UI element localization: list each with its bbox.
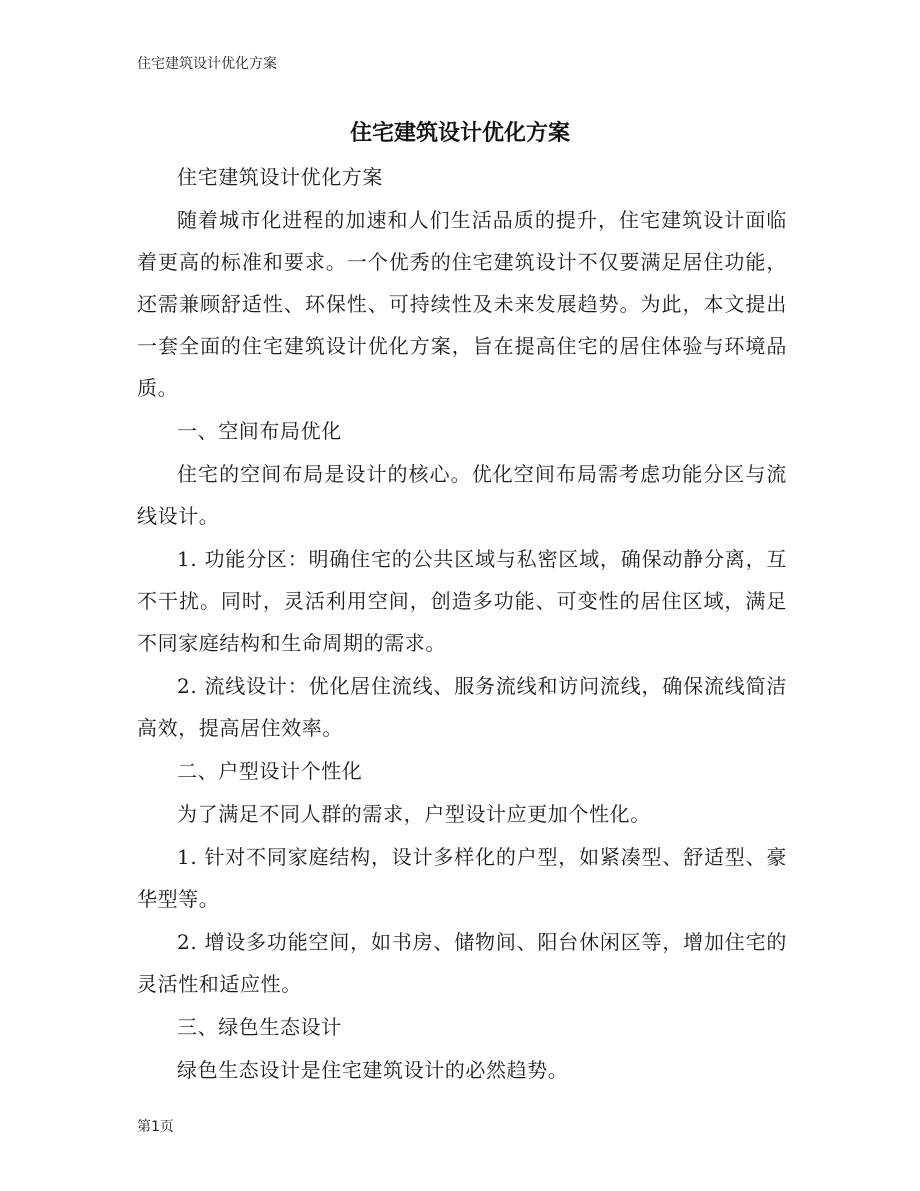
paragraph: 绿色生态设计是住宅建筑设计的必然趋势。 bbox=[177, 1058, 569, 1082]
list-item: 2. 流线设计：优化居住流线、服务流线和访问流线，确保流线简洁高效，提高居住效率。 bbox=[137, 674, 787, 740]
document-body bbox=[137, 156, 787, 1092]
document-title: 住宅建筑设计优化方案 bbox=[349, 121, 570, 146]
section-heading-3: 三、绿色生态设计 bbox=[177, 1015, 342, 1039]
paragraph-subtitle: 住宅建筑设计优化方案 bbox=[177, 165, 383, 189]
running-header: 住宅建筑设计优化方案 bbox=[137, 56, 277, 72]
list-item: 1. 功能分区：明确住宅的公共区域与私密区域，确保动静分离，互不干扰。同时，灵活利用空间，创造多功能、可变性的居住区域，满足不同家庭结构和生命周期的需求。 bbox=[137, 547, 787, 655]
page-number: 第1页 bbox=[137, 1119, 174, 1135]
list-item: 2. 增设多功能空间，如书房、储物间、阳台休闲区等，增加住宅的灵活性和适应性。 bbox=[137, 930, 787, 996]
paragraph: 住宅的空间布局是设计的核心。优化空间布局需考虑功能分区与流线设计。 bbox=[137, 462, 787, 528]
section-heading-1: 一、空间布局优化 bbox=[177, 419, 342, 443]
paragraph: 为了满足不同人群的需求，户型设计应更加个性化。 bbox=[177, 802, 651, 826]
paragraph-intro: 随着城市化进程的加速和人们生活品质的提升，住宅建筑设计面临着更高的标准和要求。一个优秀的住宅建筑设计不仅要满足居住功能，还需兼顾舒适性、环保性、可持续性及未来发展趋势。为此，本文提出一套全面的住宅建筑设计优化方案，旨在提高住宅的居住体验与环境品质。 bbox=[137, 208, 787, 400]
list-item: 1. 针对不同家庭结构，设计多样化的户型，如紧凑型、舒适型、豪华型等。 bbox=[137, 845, 787, 911]
section-heading-2: 二、户型设计个性化 bbox=[177, 759, 363, 783]
